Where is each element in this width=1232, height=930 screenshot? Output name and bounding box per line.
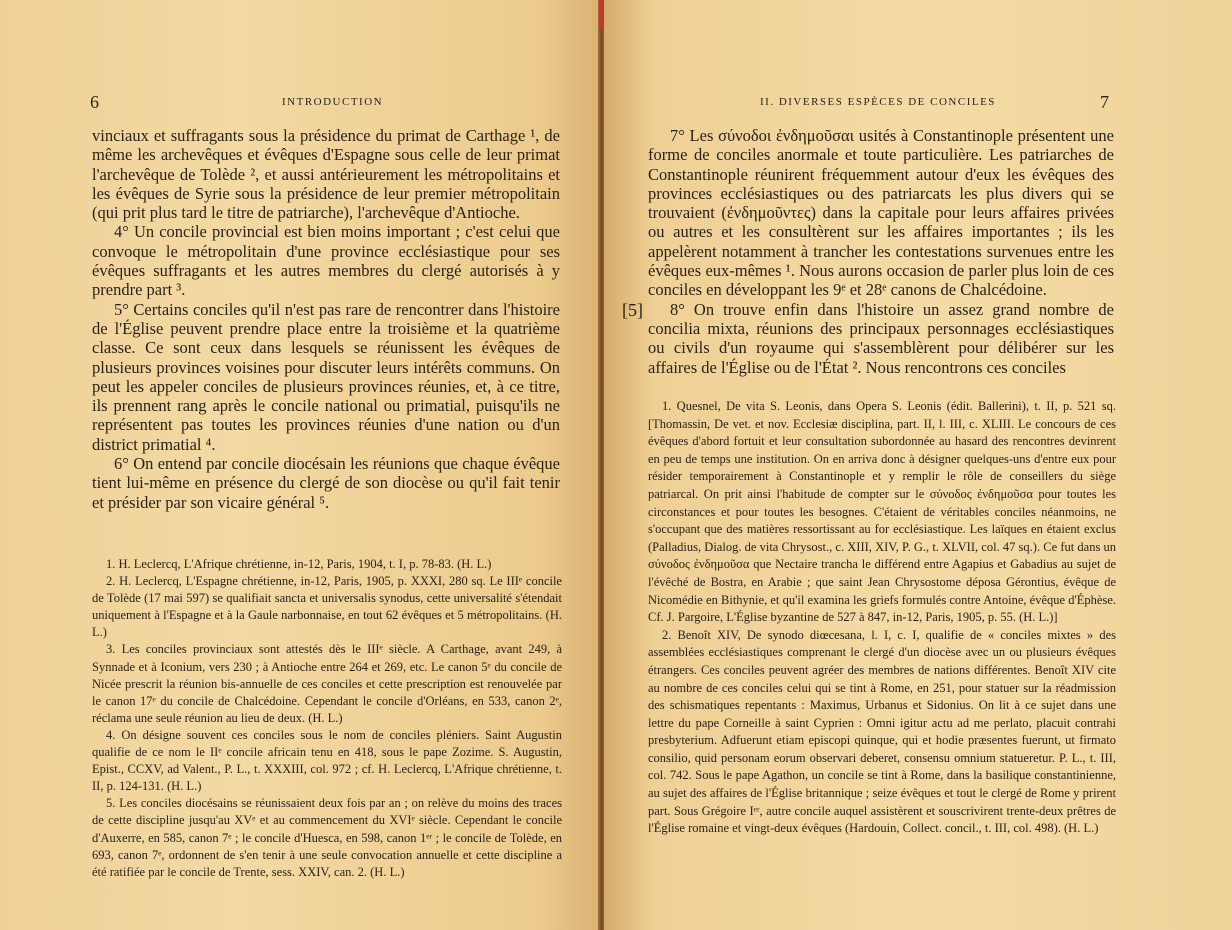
margin-note: [5] (622, 300, 643, 320)
main-text (648, 126, 1114, 377)
running-header: II. DIVERSES ESPÈCES DE CONCILES (760, 96, 996, 108)
paragraph: 6° On entend par concile diocésain les réunions que chaque évêque tient lui-même en présence du clergé de son diocèse ou qu'il fait tenir et présider par son vicaire général ⁵. (92, 454, 560, 512)
page-number: 6 (90, 92, 99, 112)
footnote: 1. H. Leclercq, L'Afrique chrétienne, in-12, Paris, 1904, t. I, p. 78-83. (H. L.) (106, 557, 492, 571)
footnote: 5. Les conciles diocésains se réunissaient deux fois par an ; on relève du moins des traces de cette discipline jusqu'au XVᵉ et au commencement du XVIᵉ siècle. Cependant le concile d'Auxerre, en 585, canon 7ᵉ ; le concile d'Huesca, en 598, canon 1ᵉʳ ; le concile de Tolède, en 693, canon 7ᵉ, ordonnent de s'en tenir à une seule convocation annuelle et cette discipline a été ratifiée par le concile de Trente, sess. XXIV, can. 2. (H. L.) (92, 796, 562, 879)
paragraph: 8° On trouve enfin dans l'histoire un assez grand nombre de concilia mixta, réunions des principaux personnages ecclésiastiques ou civils d'un royaume qui s'assemblèrent pour délibérer sur les affaires de l'Église ou de l'État ². Nous rencontrons ces conciles (648, 299, 1114, 377)
main-text (92, 126, 560, 512)
footnote: 2. Benoît XIV, De synodo diœcesana, l. I, c. I, qualifie de « conciles mixtes » des assemblées ecclésiastiques comprenant le clergé d'un diocèse avec un ou plusieurs évêques étrangers. Ces conciles peuvent agréer des membres de nations différentes. Benoît XIV cite au nombre de ces conciles celui qui se tint à Rome, en 251, pour statuer sur la réadmission des schismatiques repentants : Maximus, Urbanus et Sidonius. On lit à ce sujet dans une lettre du pape Corneille à saint Cyprien : Omni igitur actu ad me perlato, placuit contrahi presbyterium. Adfuerunt etiam episcopi quinque, qui et hodie præsentes fuerunt, ut firmato consilio, quid personam eorum observari deberet, consensu omnium statueretur. P. L., t. III, col. 742. Sous le pape Agathon, un concile se tint à Rome, dans la basilique constantinienne, au sujet des affaires de l'Église britannique ; seize évêques et tout le clergé de Rome y prirent part. Sous Grégoire Iᵉʳ, autre concile auquel assistèrent et souscrivirent trente-deux prêtres de l'Église romaine et vingt-deux évêques (Hardouin, Collect. concil., t. III, col. 498). (H. L.) (648, 627, 1116, 836)
paragraph: 5° Certains conciles qu'il n'est pas rare de rencontrer dans l'histoire de l'Église peuvent prendre place entre la troisième et la quatrième classe. Ce sont ceux dans lesquels se réunissent les évêques de plusieurs provinces voisines pour discuter leurs intérêts communs. On peut les appeler conciles de plusieurs provinces réunies, et, à ce titre, ils prennent rang après le concile national ou primatial, puisqu'ils ne représentent pas toutes les provinces réunies d'une nation ou d'un district primatial ⁴. (92, 299, 560, 454)
page-number: 7 (1100, 92, 1109, 112)
left-page (0, 0, 600, 930)
footnotes (648, 398, 1116, 838)
footnote: 2. H. Leclercq, L'Espagne chrétienne, in-12, Paris, 1905, p. XXXI, 280 sq. Le IIIᵉ concile de Tolède (17 mai 597) se qualifiait sancta et universalis synodus, cette universalité s'étendait uniquement à l'Espagne et à la Gaule narbonnaise, en tout 62 évêques et 5 métropolitains. (H. L.) (92, 574, 562, 640)
footnote: 4. On désigne souvent ces conciles sous le nom de conciles pléniers. Saint Augustin qualifie de ce nom le IIᵉ concile africain tenu en 418, sous le pape Zozime. S. Augustin, Epist., CCXV, ad Valent., P. L., t. XXXIII, col. 972 ; cf. H. Leclercq, L'Afrique chrétienne, t. II, p. 124-131. (H. L.) (92, 727, 562, 794)
right-page (604, 0, 1232, 930)
paragraph: 4° Un concile provincial est bien moins important ; c'est celui que convoque le métropolitain d'une province ecclésiastique pour ses évêques suffragants et les autres membres du clergé autorisés à y prendre part ³. (92, 222, 560, 300)
footnotes (92, 556, 562, 881)
footnote: 3. Les conciles provinciaux sont attestés dès le IIIᵉ siècle. A Carthage, avant 249, à Synnade et à Iconium, vers 230 ; à Antioche entre 264 et 269, etc. Le canon 5ᵉ du concile de Nicée prescrit la réunion bis-annuelle de ces conciles et cette prescription est renouvelée par le canon 17ᵉ du concile de Chalcédoine. Cependant le concile d'Orléans, en 533, canon 2ᵉ, réclama une seule réunion au lieu de deux. (H. L.) (92, 642, 562, 725)
paragraph: vinciaux et suffragants sous la présidence du primat de Carthage ¹, de même les archevêques et évêques d'Espagne sous celle de leur primat l'archevêque de Tolède ², et aussi antérieurement les métropolitains et les évêques de Syrie sous la présidence de leur premier métropolitain (qui prit plus tard le titre de patriarche), l'archevêque d'Antioche. (92, 126, 560, 223)
footnote: 1. Quesnel, De vita S. Leonis, dans Opera S. Leonis (édit. Ballerini), t. II, p. 521 sq. [Thomassin, De vet. et nov. Ecclesiæ disciplina, part. II, l. III, c. XLIII. Le concours de ces évêques d'abord fortuit et leur consultation subordonnée au hasard des rencontres devinrent en peu de temps une institution. On en arriva donc à désigner quelques-uns d'entre eux pour résider temporairement à Constantinople et y remplir le rôle de conseillers du siège patriarcal. On prit ainsi l'habitude de compter sur le σύνοδος ἐνδημοῦσα pour toutes les circonstances et pour toutes les besognes. C'étaient de véritables conciles néanmoins, ne s'occupant que des matières ressortissant au for ecclésiastique. Les laïques en étaient exclus (Palladius, Dialog. de vita Chrysost., c. XIII, XIV, P. G., t. XLVII, col. 47 sq.). Ce fut dans un σύνοδος ἐνδημοῦσα que Nectaire trancha le différend entre Agapius et Gabadius au sujet de l'évêché de Bostra, en Arabie ; que saint Jean Chrysostome déposa Gérontius, évêque de Nicomédie en Bithynie, et qu'il examina les griefs formulés contre Antoine, évêque d'Éphèse. Cf. J. Pargoire, L'Église byzantine de 527 à 847, in-12, Paris, 1905, p. 55. (H. L.)] (648, 399, 1116, 625)
running-header: INTRODUCTION (282, 96, 384, 108)
paragraph: 7° Les σύνοδοι ἐνδημοῦσαι usités à Constantinople présentent une forme de conciles anormale et toute particulière. Les patriarches de Constantinople réunirent fréquemment autour d'eux les évêques des provinces ecclésiastiques ou des patriarcats les plus divers qui se trouvaient (ἐνδημοῦντες) dans la capitale pour leurs affaires privées ou autres et les consultèrent sur les affaires importantes ; ils les appelèrent notamment à trancher les contestations survenues entre les évêques eux-mêmes ¹. Nous aurons occasion de parler plus loin de ces conciles en développant les 9ᵉ et 28ᵉ canons de Chalcédoine. (648, 126, 1114, 300)
